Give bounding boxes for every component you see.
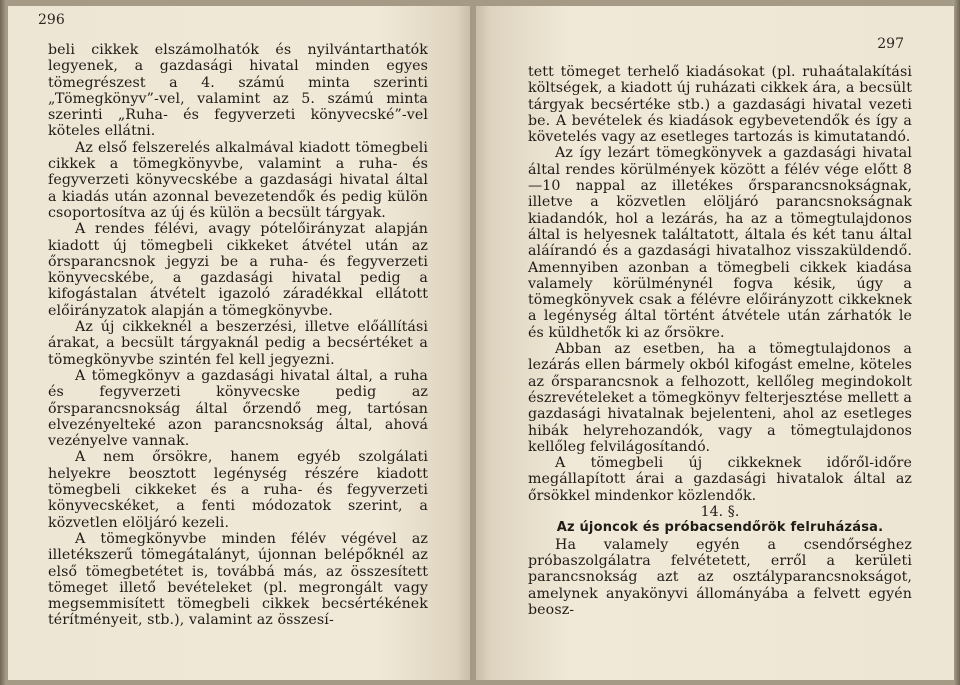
paragraph: Abban az esetben, ha a tömegtulajdonos a lezárás ellen bármely okból kifogást emelne, köteles az őrsparancsnok a felhozott, kellőleg megindokolt észrevételeket a tömegkönyv felterjesztése mellett a gazdasági hivatalnak bejelenteni, ahol az esetleges hibák helyrehozandók, vagy a tömegtulajdonos kellőleg felvilágosítandó.	[528, 341, 912, 455]
section-number: 14. §.	[700, 504, 740, 521]
right-page-text	[528, 64, 912, 618]
paragraph: Az első felszerelés alkalmával kiadott tömegbeli cikkek a tömegkönyvbe, valamint a ruha- és fegyverzeti könyvecskébe a gazdasági hivatal által a kiadás után azonnal bevezetendők és pedig külön csoportosítva az új és külön a becsült tárgyak.	[48, 139, 428, 221]
paragraph: A tömegkönyv a gazdasági hivatal által, a ruha és fegyverzeti könyvecske pedig az őrsparancsnokság által őrzendő meg, tartósan elvezényelteké azon parancsnokság által, ahová vezényelve vannak.	[48, 367, 428, 450]
paragraph: Ha valamely egyén a csendőrséghez próbaszolgálatra felvétetett, erről a kerületi parancsnokság azt az osztályparancsnokságot, amelynek anyakönyvi állományába a felvett egyén beosz-	[528, 536, 912, 618]
paragraph: A rendes félévi, avagy pótelőirányzat alapján kiadott új tömegbeli cikkeket átvétel után az őrsparancsnok jegyzi be a ruha- és fegyverzeti könyvecskébe, a gazdasági hivatal pedig a kifogástalan átvételt igazoló záradékkal ellátott előirányzatok alapján a tömegkönyvbe.	[48, 221, 428, 319]
paragraph: A nem őrsökre, hanem egyéb szolgálati helyekre beosztott legénység részére kiadott tömegbeli cikkeket és a ruha- és fegyverzeti könyvecskéket, a fenti módozatok szerint, a közvetlen elöljáró kezeli.	[48, 449, 428, 531]
paragraph: tett tömeget terhelő kiadásokat (pl. ruhaátalakítási költségek, a kiadott új ruházati cikkek ára, a becsült tárgyak becsértéke stb.) a gazdasági hivatal vezeti be. A bevételek és kiadások egybevetendők és így a követelés vagy az esetleges tartozás is kimutatandó.	[528, 64, 912, 146]
paragraph: A tömegbeli új cikkeknek időről-időre megállapított árai a gazdasági hivatalok által az őrsökkel mindenkor közlendők.	[528, 455, 912, 504]
paragraph: beli cikkek elszámolhatók és nyilvántarthatók legyenek, a gazdasági hivatal minden egyes tömegrészest a 4. számú minta szerinti „Tömegkönyv”-vel, valamint az 5. számú minta szerinti „Ruha- és fegyverzeti könyvecské”-vel köteles ellátni.	[48, 42, 428, 140]
paragraph: A tömegkönyvbe minden félév végével az illetékszerű tömegátalányt, újonnan belépőknél az első tömegbetétet is, továbbá más, az összesített tömeget illető bevételeket (pl. megrongált vagy megsemmisített tömegbeli cikkek becsértékének térítményeit, stb.), valamint az összesí-	[48, 530, 428, 629]
right-page	[476, 6, 954, 680]
left-page	[8, 6, 470, 680]
page-number-left: 296	[38, 12, 65, 28]
page-number-right: 297	[877, 36, 904, 52]
paragraph: Az így lezárt tömegkönyvek a gazdasági hivatal által rendes körülmények között a félév vége előtt 8—10 nappal az illetékes őrsparancsnokságnak, illetve a közvetlen elöljáró parancsnokságnak kiadandók, hol a lezárás, ha az a tömegtulajdonos által is helyesnek találtatott, általa és két tanu által aláírandó és a gazdasági hivatalhoz visszaküldendő. Amennyiben azonban a tömegbeli cikkek kiadása valamely körülménynél fogva késik, úgy a tömegkönyvek csak a félévre előirányzott cikkeknek a legénység által történt átvétele után zárhatók le és küldhetők ki az őrsökre.	[528, 145, 912, 341]
left-page-text	[48, 42, 428, 629]
paragraph: Az új cikkeknél a beszerzési, illetve előállítási árakat, a becsült tárgyaknál pedig a becsértéket a tömegkönyvbe szintén fel kell jegyezni.	[48, 319, 428, 368]
section-title: Az újoncok és próbacsendőrök felruházása.	[556, 520, 884, 536]
